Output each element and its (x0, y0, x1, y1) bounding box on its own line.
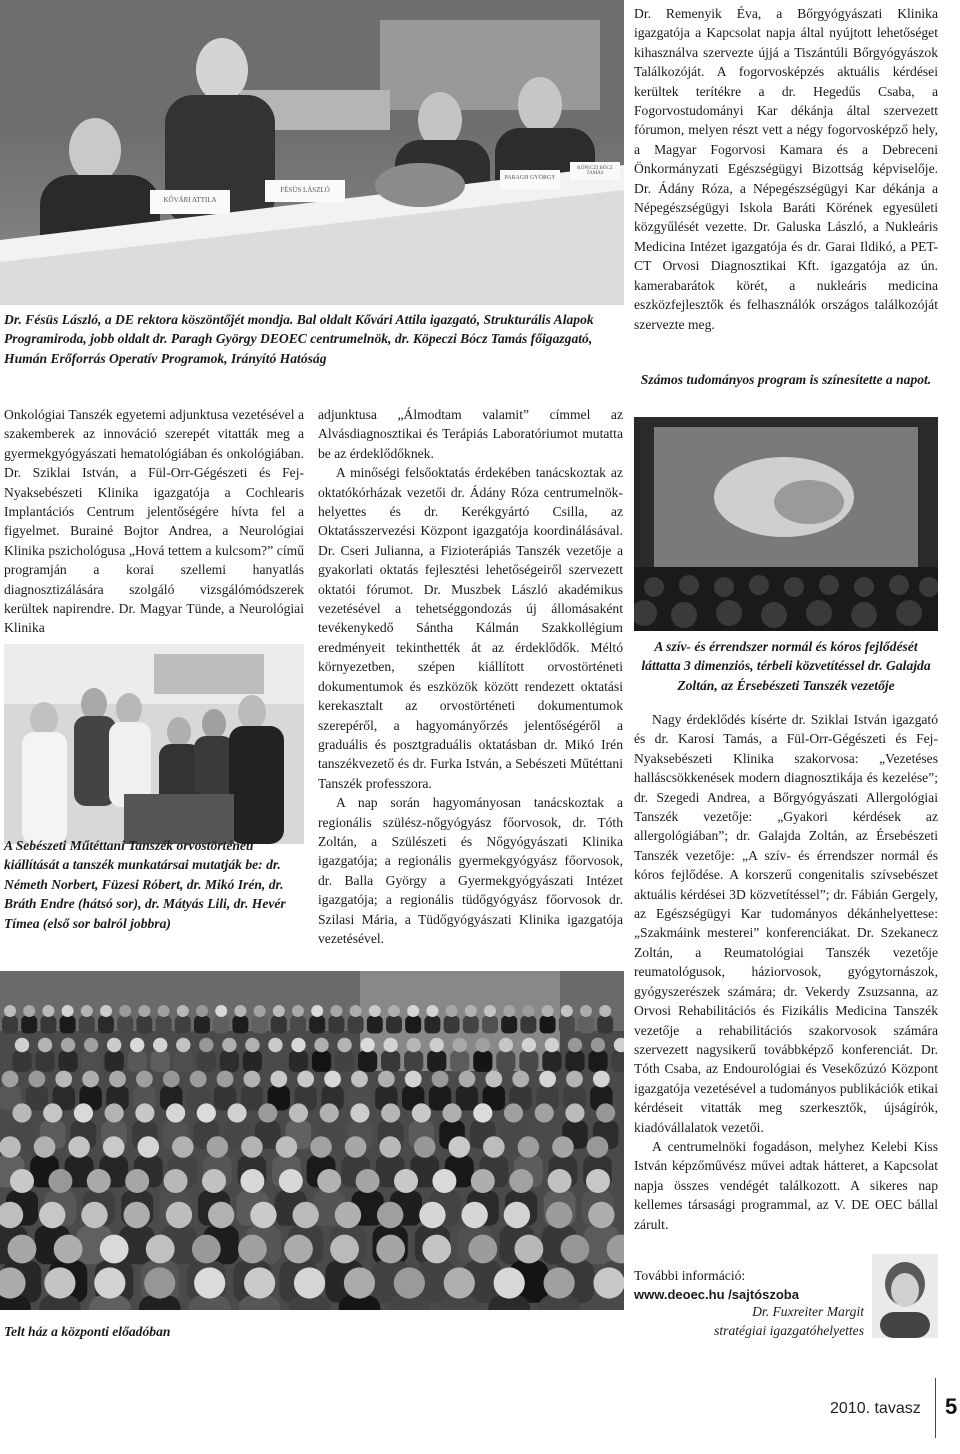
footer-divider (935, 1378, 936, 1438)
caption-speakers: Dr. Fésüs László, a DE rektora köszöntőjét mondja. Bal oldalt Kővári Attila igazgató, Strukturális Alapok Programiroda, jobb oldalt dr. Paragh György DEOEC centrumelnök, dr. Köpeczi Bócz Tamás főigazgató, Humán Erőforrás Operatív Programok, Irányító Hatóság (4, 312, 594, 366)
paragraph: A centrumelnöki fogadáson, melyhez Kelebi Kiss István képzőművész művei adtak hátteret, a Kapcsolat napja összes vendégét találkozott. A sikeres nap kellemes társasági programmal, az V. DE OEC bállal zárult. (634, 1138, 938, 1232)
caption-3d-projection: A szív- és érrendszer normál és kóros fejlődését láttatta 3 dimenziós, térbeli közvetítéssel dr. Galajda Zoltán, az Érsebészeti Tanszék vezetője (641, 639, 931, 693)
author-portrait (872, 1254, 938, 1338)
highlight-caption: Számos tudományos program is színesítette a napot. (640, 372, 932, 387)
nameplate: PARAGH GYÖRGY (504, 175, 556, 181)
nameplate: KŐVÁRI ATTILA (163, 196, 217, 204)
article-column-3-top: Dr. Remenyik Éva, a Bőrgyógyászati Klinika igazgatója a Kapcsolat napja által nyújtott lehetőséget kihasználva szervezte újjá a Tiszántúli Bőrgyógyászok Találkozóját. A fogorvosképzés aktuális kérdései kerültek terítékre a dr. Hegedűs Csaba, a Fogorvostudományi Kar dékánja által szervezett fórumon, melyen részt vett a négy fogorvosképző hely, a Magyar Fogorvosi Kamara és a Debreceni Önkormányzati Egészségügyi Bizottság képviselője. Dr. Ádány Róza, a Népegészségügyi Kar dékánja a Népegészségügyi Iskola Baráti Körének egyesületi közgyűlését vezette. Dr. Galuska László, a Nukleáris Medicina Intézet igazgatója és dr. Garai Ildikó, a PET-CT Orvosi Diagnosztikai Kft. igazgatója az ún. kamerabarátok körét, a nukleáris medicina eszközfejlesztők és felhasználók országos találkozóját szervezte meg. (634, 6, 938, 332)
article-column-3-bottom (634, 710, 938, 1234)
paragraph: A nap során hagyományosan tanácskoztak a regionális szülész-nőgyógyász főorvosok, dr. Tóth Zoltán, a Szülészeti és Nőgyógyászati Klinika igazgatója; a regionális gyermekgyógyász főorvosok, dr. Balla György a Gyermekgyógyászati Intézet igazgatója; a regionális tüdőgyógyász főorvosok dr. Szilasi Mária, a Tüdőgyógyászati Klinika igazgatója vezetésével. (318, 795, 623, 946)
paragraph: Nagy érdeklődés kísérte dr. Sziklai István igazgató és dr. Karosi Tamás, a Fül-Orr-Gégészeti és Fej-Nyaksebészeti Klinika szakorvosa: „Vezetéses halláscsökkenések modern diagnosztikája és kezelése”; dr. Szegedi Andrea, a Bőrgyógyászati Allergológiai Tanszék vezetője: „Gyakori kérdések az allergológiában”; dr. Galajda Zoltán, az Érsebészeti Tanszék vezetője: „A szív- és érrendszer normál és kóros fejlődése. A korszerű congenitalis szívsebészet aktuális kérdései 3D közvetítéssel”; dr. Fábián Gergely, az Egészségügyi Kar tudományos dékánhelyettese: „Szakmáink mesterei” konferenciákat. Dr. Szekanecz Zoltán, a Reumatológiai Tanszék vezetője reumatológusok, háziorvosok, gyógytornászok, gyógyszerészek számára; dr. Vekerdy Zsuzsanna, az Orvosi Rehabilitációs és Fizikális Medicina Tanszék vezetője a rehabilitációs szakorvosok számára szervezett nagysikerű továbbképző konferenciát. Dr. Tóth Csaba, az Endourológiai és Vesekőzúzó Központ igazgatója vezetésével a tudományos publikációk etikai kérdéseit vitatták meg szerkesztők, újságírók, kiadóvállalatok vezetői. (634, 712, 938, 1135)
article-column-1: Onkológiai Tanszék egyetemi adjunktusa vezetésével a szakemberek az innováció szerepét vitatták meg a gyermekgyógyászati hematológiában és onkológiában. Dr. Sziklai István, a Fül-Orr-Gégészeti és Fej-Nyaksebészeti Klinika igazgatója a Cochlearis Implantációs Centrum jelentőségére hívta fel a figyelmet. Burainé Bojtor Andrea, a Neurológiai Klinika pszichológusa „Hová tettem a kulcsom?” című programján a korai szellemi hanyatlás diagnosztizálására szolgáló vizsgálómódszerek kerültek napirendre. Dr. Magyar Tünde, a Neurológiai Klinika (4, 407, 304, 636)
photo-panel-speakers (0, 0, 624, 305)
author-name: Dr. Fuxreiter Margit (752, 1304, 864, 1319)
photo-panel-3d-projection (634, 417, 938, 631)
author-signature (634, 1302, 864, 1341)
paragraph: A minőségi felsőoktatás érdekében tanácskoztak az oktatókórházak vezetői dr. Ádány Róza centrumelnök-helyettes és dr. Kerékgyártó Csilla, az Oktatásszervezési Központ igazgatója koordinálásával. Dr. Cseri Julianna, a Fizioterápiás Tanszék vezetője a gyakorlati oktatás fejlesztési lehetőségeiről szervezett oktatói fórumot. Dr. Muszbek László akadémikus vezetésével a tehetséggondozás új állomásaként tevékenykedő Sántha Kálmán Szakkollégium eredményeit tekinthették át az érdeklődők. Méltó környezetben, szépen kiállított orvostörténeti dokumentumok és eszközök között rendezett oktatási kerekasztalt az orvostörténeti dokumentumok szerepéről, a hagyományőrzés jelentőségéről a graduális és posztgraduális oktatásban dr. Mikó Irén tanszékvezető és dr. Furka István, a Sebészeti Műtéttani Tanszék professzora. (318, 465, 623, 791)
caption-exhibition: A Sebészeti Műtéttani Tanszék orvostörténeti kiállítását a tanszék munkatársai mutatják be: dr. Németh Norbert, Füzesi Róbert, dr. Mikó Irén, dr. Bráth Endre (hátsó sor), dr. Mátyás Lili, dr. Hevér Tímea (első sor balról jobbra) (4, 838, 286, 931)
nameplate: FÉSÜS LÁSZLÓ (280, 186, 330, 194)
article-column-2 (318, 405, 623, 948)
page-number: 5 (945, 1394, 958, 1419)
nameplate: KÖPECZI BÓCZ TAMÁS (577, 166, 613, 176)
photo-panel-exhibition (4, 644, 304, 844)
issue-label: 2010. tavasz (830, 1400, 921, 1417)
more-info-label: További információ: (634, 1268, 746, 1283)
more-info (634, 1266, 864, 1305)
paragraph: adjunktusa „Álmodtam valamit” címmel az Alvásdiagnosztikai és Terápiás Laboratóriumot mutatta be az érdeklődőknek. (318, 407, 623, 461)
author-title: stratégiai igazgatóhelyettes (714, 1323, 864, 1339)
caption-lecture-hall: Telt ház a központi előadóban (4, 1324, 171, 1339)
photo-panel-lecture-hall (0, 971, 624, 1310)
more-info-link[interactable]: www.deoec.hu /sajtószoba (634, 1287, 799, 1303)
